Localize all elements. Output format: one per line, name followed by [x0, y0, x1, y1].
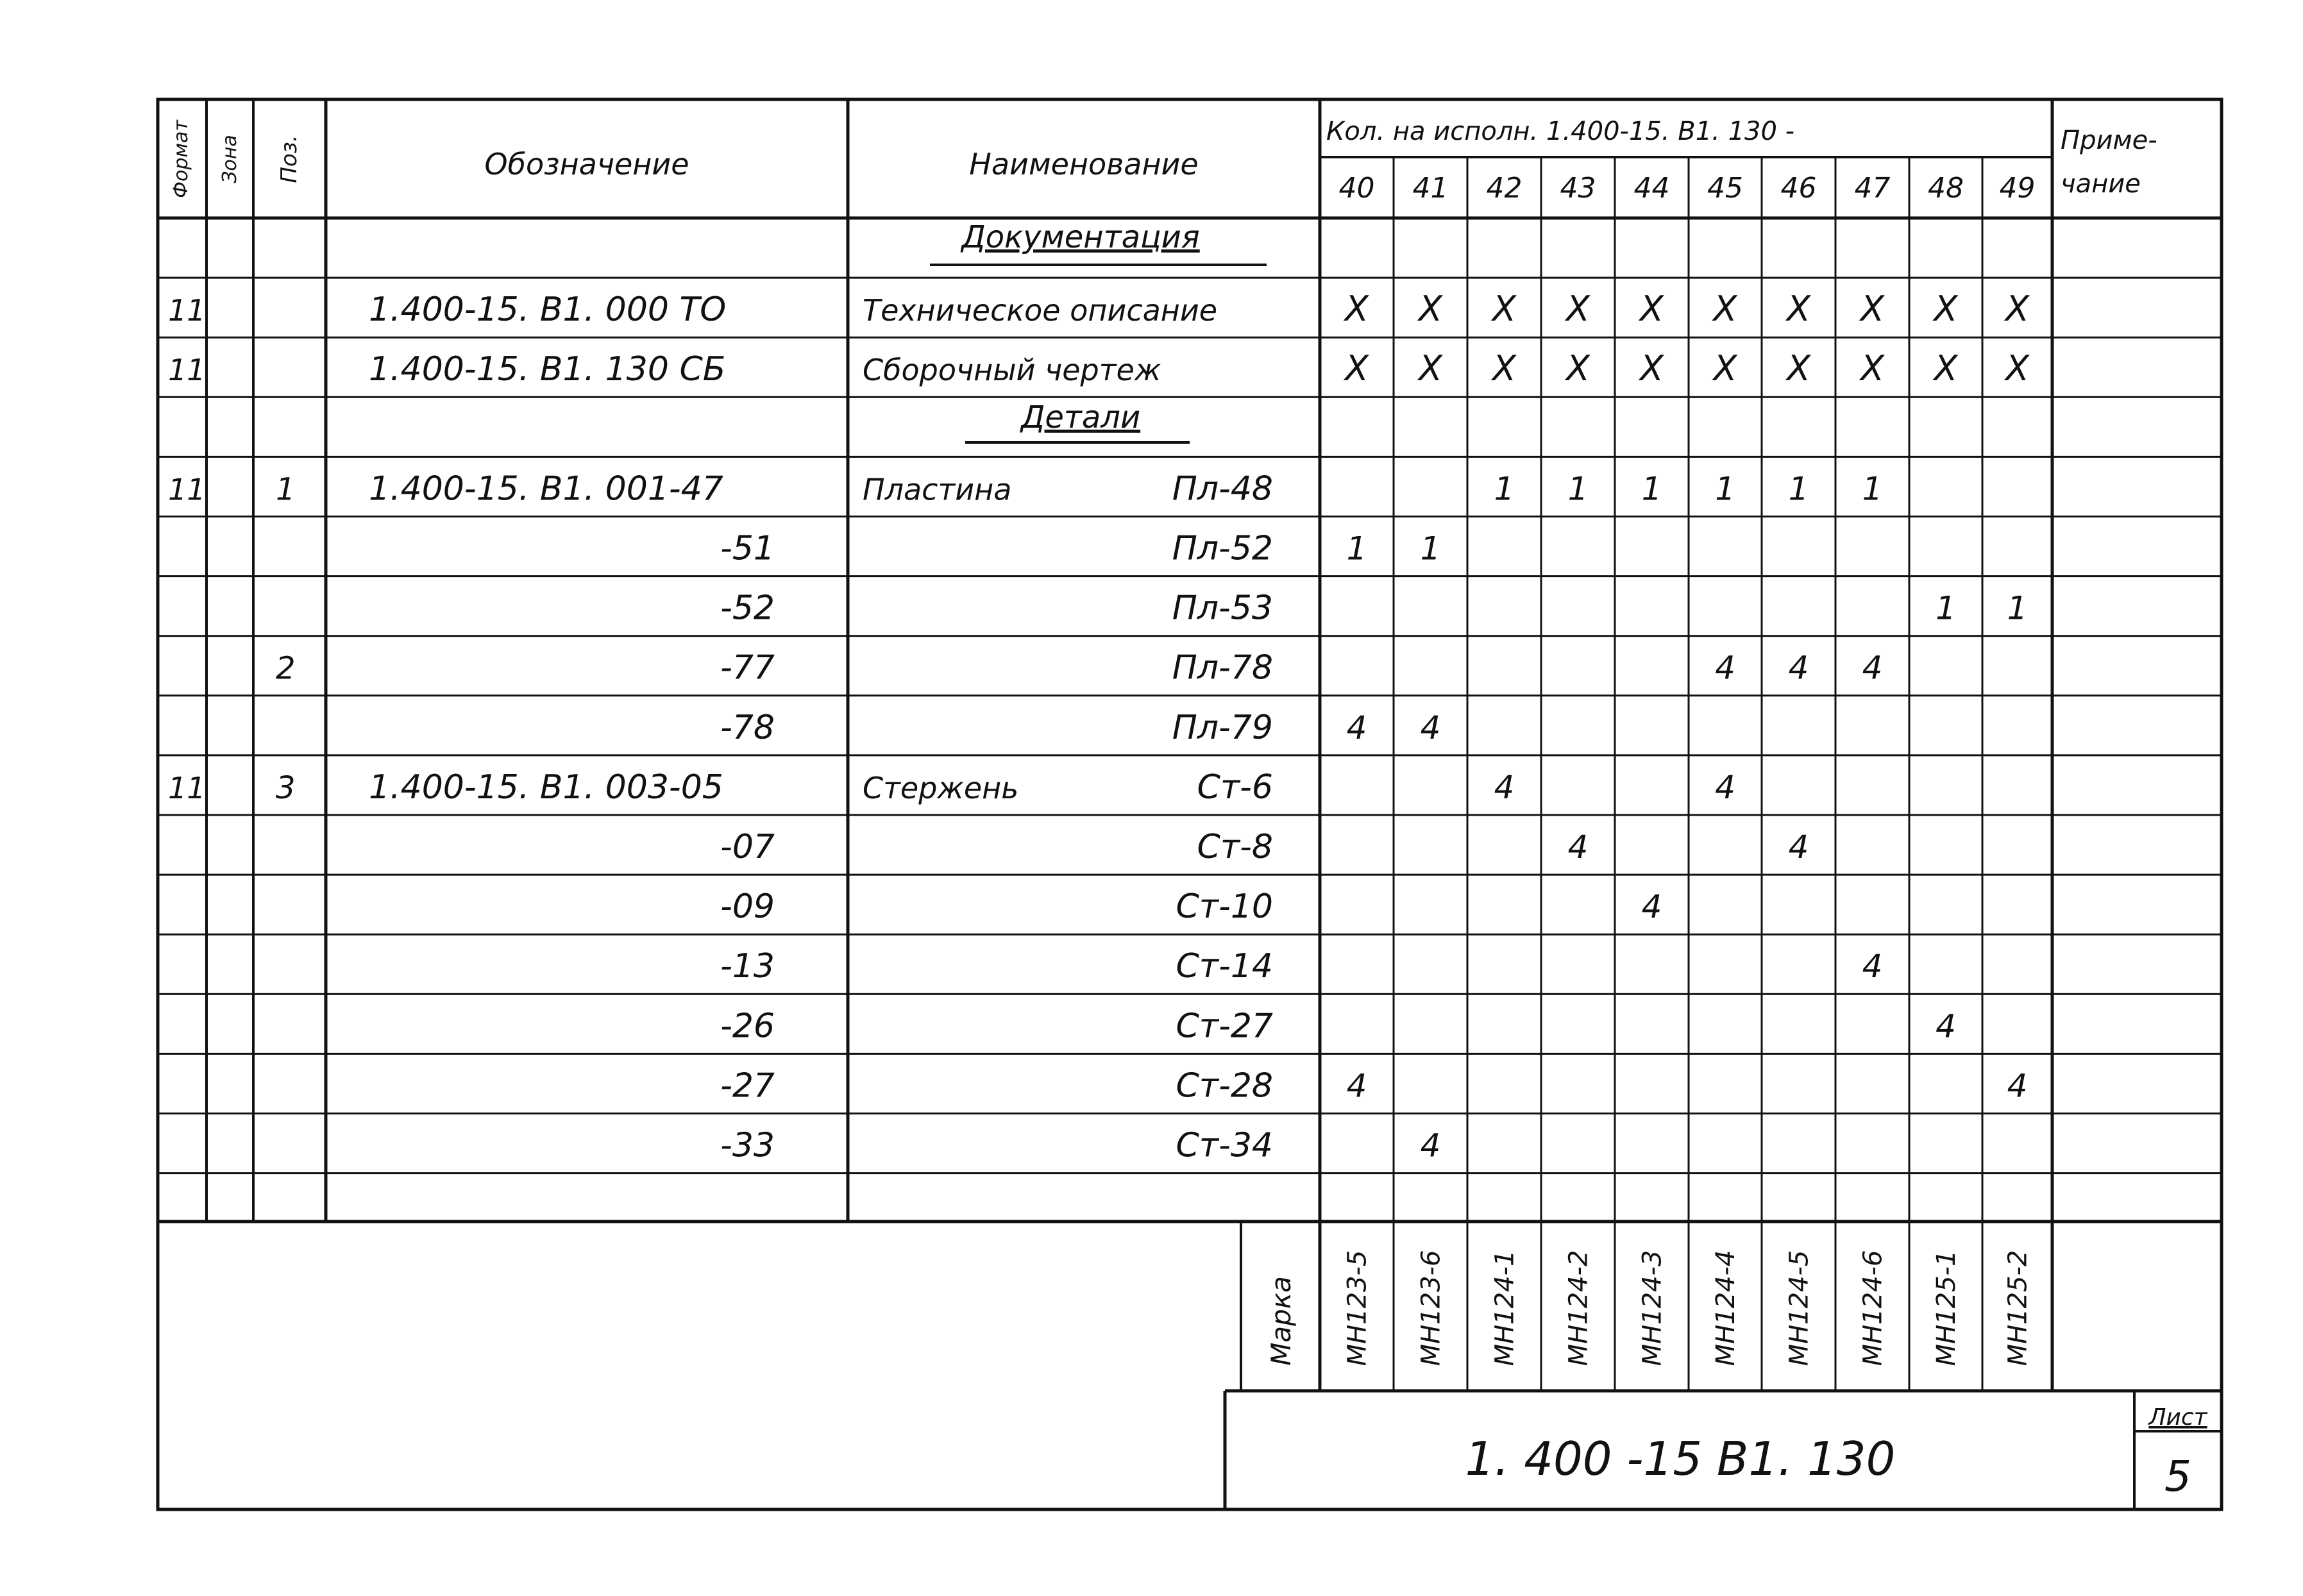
- section-documentation: Документация: [961, 219, 1200, 255]
- table-row: [720, 947, 1882, 986]
- row-mark: Пл-78: [1172, 648, 1273, 687]
- header-pos: Поз.: [276, 135, 302, 183]
- table-row: [720, 709, 1440, 747]
- mark-code: МН124-4: [1711, 1250, 1741, 1366]
- qty-cell: X: [1640, 348, 1664, 389]
- row-designation: -52: [720, 589, 775, 628]
- row-mark: Пл-48: [1172, 469, 1273, 508]
- header-format: Формат: [170, 120, 192, 198]
- qty-cell: 4: [1420, 709, 1441, 746]
- mark-code: МН124-2: [1564, 1250, 1594, 1366]
- variant-header: 44: [1633, 172, 1670, 205]
- row-mark: Пл-53: [1172, 589, 1273, 628]
- qty-cell: X: [1640, 289, 1664, 330]
- row-position: 2: [276, 650, 296, 687]
- qty-cell: X: [1345, 289, 1369, 330]
- variant-header: 41: [1412, 172, 1449, 205]
- row-format: 11: [168, 472, 206, 507]
- row-designation: 1.400-15. В1. 000 ТО: [369, 290, 727, 330]
- mark-code: МН124-6: [1858, 1250, 1888, 1366]
- table-row: [168, 768, 1735, 807]
- row-designation: 1.400-15. В1. 003-05: [369, 768, 723, 807]
- section-headings: [930, 219, 1267, 442]
- variant-header: 43: [1560, 172, 1596, 205]
- table-row: [276, 649, 1882, 687]
- qty-cell: 1: [1788, 470, 1809, 508]
- table-row: [720, 1066, 2027, 1105]
- qty-cell: X: [2005, 289, 2029, 330]
- variant-header: 42: [1486, 172, 1523, 205]
- qty-cell: 1: [1420, 530, 1441, 567]
- qty-cell: X: [1787, 348, 1810, 389]
- table-row: [720, 887, 1662, 926]
- qty-cell: 4: [1862, 948, 1883, 986]
- header-designation: Обозначение: [484, 147, 689, 181]
- qty-cell: X: [1566, 348, 1590, 389]
- row-designation: -77: [720, 648, 775, 687]
- sheet-label: Лист: [2148, 1404, 2207, 1431]
- qty-cell: 4: [1788, 828, 1809, 866]
- document-code: 1. 400 -15 В1. 130: [1465, 1432, 1896, 1486]
- qty-cell: X: [1419, 289, 1442, 330]
- row-designation: -26: [720, 1007, 775, 1046]
- row-position: 3: [276, 769, 296, 806]
- row-designation: 1.400-15. В1. 001-47: [369, 469, 723, 508]
- mark-code: МН123-5: [1342, 1250, 1372, 1366]
- mark-code: МН124-3: [1637, 1250, 1667, 1366]
- table-row: [720, 1127, 1440, 1165]
- variant-header: 49: [1999, 172, 2036, 205]
- row-designation: -33: [720, 1126, 775, 1165]
- table-row: [720, 530, 1440, 568]
- row-format: 11: [168, 770, 206, 805]
- qty-cell: X: [2005, 348, 2029, 389]
- variant-header: 48: [1928, 172, 1964, 205]
- qty-cell: X: [1860, 289, 1884, 330]
- qty-cell: 4: [1788, 649, 1809, 687]
- variant-header: 45: [1707, 172, 1743, 205]
- table-row: [720, 828, 1809, 866]
- row-mark: Ст-34: [1176, 1126, 1273, 1165]
- qty-cell: 1: [1494, 470, 1515, 508]
- qty-cell: 4: [1346, 1067, 1367, 1105]
- variant-headers: [1339, 172, 2036, 205]
- qty-cell: X: [1713, 348, 1737, 389]
- row-mark: Ст-10: [1176, 887, 1273, 927]
- row-mark: Пл-79: [1172, 708, 1273, 747]
- qty-cell: X: [1566, 289, 1590, 330]
- row-designation: -07: [720, 828, 775, 867]
- table-row: [720, 1007, 1956, 1045]
- row-mark: Ст-27: [1176, 1007, 1273, 1046]
- sheet-number: 5: [2164, 1452, 2191, 1501]
- mark-code: МН124-1: [1490, 1250, 1520, 1366]
- variant-header: 47: [1854, 172, 1891, 205]
- marka-label: Марка: [1265, 1276, 1297, 1366]
- section-details: Детали: [1020, 399, 1141, 435]
- row-designation: -13: [720, 947, 775, 986]
- table-row: [168, 469, 1882, 508]
- qty-cell: 4: [1494, 768, 1515, 806]
- qty-cell: 4: [1936, 1007, 1956, 1045]
- qty-cell: 1: [1346, 530, 1367, 567]
- qty-cell: X: [1934, 289, 1958, 330]
- qty-cell: X: [1419, 348, 1442, 389]
- qty-cell: X: [1934, 348, 1958, 389]
- row-mark: Ст-6: [1197, 768, 1273, 807]
- qty-cell: X: [1713, 289, 1737, 330]
- qty-cell: X: [1492, 289, 1516, 330]
- qty-cell: 4: [1420, 1127, 1441, 1164]
- row-format: 11: [168, 353, 206, 388]
- qty-cell: 4: [1346, 709, 1367, 746]
- table-row: [720, 589, 2027, 628]
- qty-cell: X: [1860, 348, 1884, 389]
- header-name: Наименование: [969, 147, 1199, 181]
- qty-cell: X: [1787, 289, 1810, 330]
- row-name: Пластина: [863, 472, 1012, 507]
- header-remarks-1: Приме-: [2061, 126, 2157, 155]
- mark-code: МН124-5: [1784, 1250, 1814, 1366]
- qty-cell: 4: [1715, 768, 1735, 806]
- row-designation: -09: [720, 887, 775, 927]
- mark-code: МН125-2: [2003, 1250, 2033, 1366]
- qty-cell: 4: [1567, 828, 1589, 866]
- row-position: 1: [276, 471, 296, 508]
- qty-cell: 4: [1862, 649, 1883, 687]
- qty-cell: 4: [1715, 649, 1735, 687]
- table-row: [168, 289, 2030, 329]
- row-mark: Ст-28: [1176, 1066, 1273, 1105]
- mark-code: МН123-6: [1416, 1250, 1446, 1366]
- variant-header: 46: [1780, 172, 1817, 205]
- qty-cell: X: [1492, 348, 1516, 389]
- variant-header: 40: [1338, 172, 1375, 205]
- mark-code: МН125-1: [1932, 1250, 1961, 1366]
- qty-cell: 1: [2007, 589, 2028, 627]
- row-designation: -51: [720, 529, 775, 568]
- row-designation: -78: [720, 708, 775, 747]
- qty-cell: 4: [2007, 1067, 2028, 1105]
- row-designation: 1.400-15. В1. 130 СБ: [369, 350, 726, 389]
- qty-cell: 1: [1862, 470, 1883, 508]
- qty-cell: 4: [1641, 888, 1662, 926]
- row-mark: Ст-14: [1176, 947, 1273, 986]
- header-qty-title: Кол. на исполн. 1.400-15. В1. 130 -: [1326, 117, 1795, 146]
- qty-cell: X: [1345, 348, 1369, 389]
- qty-cell: 1: [1641, 470, 1662, 508]
- header-zone: Зона: [219, 135, 241, 183]
- qty-cell: 1: [1936, 589, 1956, 627]
- row-name: Техническое описание: [863, 293, 1218, 328]
- row-name: Сборочный чертеж: [863, 353, 1161, 388]
- qty-cell: 1: [1567, 470, 1589, 508]
- row-name: Стержень: [863, 770, 1019, 805]
- row-mark: Пл-52: [1172, 529, 1273, 568]
- qty-cell: 1: [1715, 470, 1735, 508]
- header-remarks-2: чание: [2061, 169, 2141, 199]
- table-row: [168, 348, 2030, 389]
- row-mark: Ст-8: [1197, 828, 1273, 867]
- row-format: 11: [168, 293, 206, 328]
- row-designation: -27: [720, 1066, 775, 1105]
